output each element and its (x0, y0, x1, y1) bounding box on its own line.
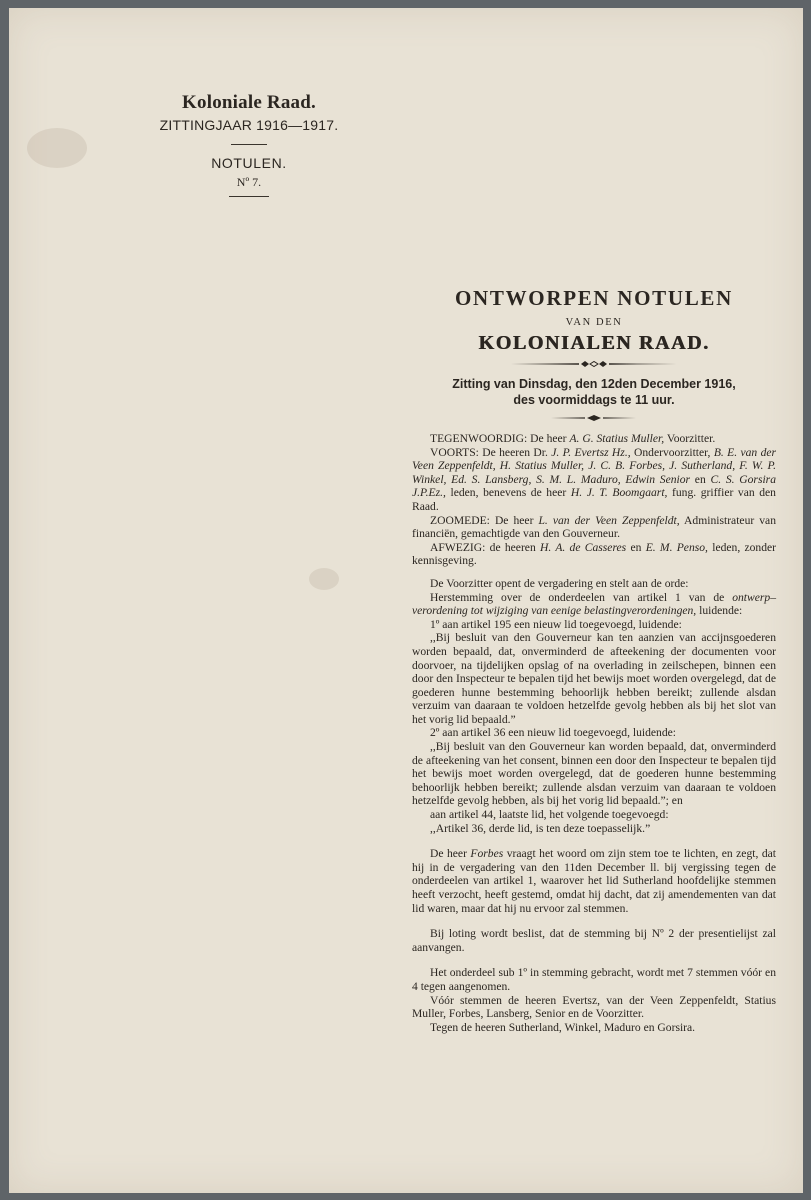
number-divider (229, 196, 269, 197)
header-divider (231, 144, 267, 145)
member-name-last: C. S. Gorsira J.P.Ez., (412, 472, 776, 500)
document-page (9, 8, 803, 1193)
minutes-column (412, 286, 776, 1034)
section-label: NOTULEN. (211, 155, 287, 171)
council-heading: KOLONIALEN RAAD. (478, 332, 710, 354)
session-info (412, 376, 776, 408)
members-role: leden, benevens de heer (450, 486, 567, 500)
also-label: ZOOMEDE: (430, 513, 490, 527)
session-year: ZITTINGJAAR 1916—1917. (159, 117, 339, 133)
ornament-divider (509, 360, 679, 368)
document-header (149, 88, 349, 197)
chairman-role: Voorzitter. (666, 432, 716, 445)
absent-note: leden, zonder kennisgeving. (412, 540, 777, 568)
session-date: Zitting van Dinsdag, den 12den December 1916, (452, 377, 736, 391)
sub-item-3-text: ,,Artikel 36, derde lid, is ten deze toepasselijk.” (430, 821, 651, 835)
votes-against: Tegen de heeren Sutherland, Winkel, Maduro en Gorsira. (430, 1020, 696, 1034)
small-ornament-divider (549, 414, 639, 422)
clerk-role: fung. griffier van den Raad. (412, 486, 776, 513)
forbes-statement (412, 847, 776, 915)
sub-heading: VAN DEN (565, 317, 623, 328)
forbes-pre: De heer (430, 847, 467, 861)
conjunction: en (630, 540, 642, 554)
vote-result: Het onderdeel sub 1º in stemming gebracht, wordt met 7 stemmen vóór en 4 tegen aangenomen. (412, 966, 776, 993)
document-number: Nº 7. (236, 175, 262, 189)
absent-name-1: H. A. de Casseres (540, 540, 627, 554)
chairman-name: A. G. Statius Muller, (569, 432, 665, 445)
forbes-text: vraagt het woord om zijn stem toe te lichten, en zegt, dat hij in de vergadering van den 11den December ll. bij vergissing tegen de onderdeelen van artikel 1, waarover het lid Sutherland hoofdelijke stemmen heeft verzocht, heeft gestemd, omdat hij dacht, dat zij amendementen van dat lid waren, maar dat hij nu ervoor zal stemmen. (412, 847, 776, 915)
forbes-name: Forbes (470, 847, 504, 861)
sub-item-2-text: ,,Bij besluit van den Gouverneur kan worden bepaald, dat, onverminderd de afteekening van het consent, binnen een door den Inspecteur te bepalen tijd het bewijs moet worden overgelegd, dat de goederen hunne bestemming behoorlijk hebben bereikt; zullende alsdan verzuim van daaraan te voldoen hetzelfde gevolg hebben, als bij het vorig lid bepaald.”; en (412, 740, 776, 808)
member-names: B. E. van der Veen Zeppenfeldt, H. Statius Muller, J. C. B. Forbes, J. Sutherland, F. W. P. Winkel, Ed. S. Lansberg, S. M. L. Maduro, Edwin Senior (412, 445, 777, 486)
agenda-item (412, 591, 776, 618)
agenda-item-pre: Herstemming over de onderdeelen van artikel 1 van de (430, 590, 725, 604)
sub-item-1-text: ,,Bij besluit van den Gouverneur kan ten aanzien van accijnsgoederen worden bepaald, dat, onverminderd de afteekening der documenten voor doorvoer, na tijdelijken opslag of na overlading in zeilschepen, binnen een door den Inspecteur te bepalen tijd het bewijs moet worden overgelegd, dat de goederen hunne bestemming behoorlijk hebben bereikt; zullende alsdan verzuim van daaraan te voldoen hetzelfde gevolg hebben als bij het slot van het vorig lid bepaald.” (412, 631, 776, 726)
absent-name-2: E. M. Penso, (645, 540, 708, 554)
paper-stain (309, 568, 339, 590)
session-time: des voormiddags te 11 uur. (513, 393, 675, 407)
members-pre: De heeren Dr. (482, 445, 548, 459)
votes-for: Vóór stemmen de heeren Evertsz, van der Veen Zeppenfeldt, Statius Muller, Forbes, Lansberg, Senior en de Voorzitter. (412, 993, 776, 1021)
attendance-members (412, 446, 776, 514)
council-title: Koloniale Raad. (182, 92, 316, 113)
sub-item-1-intro: 1º aan artikel 195 een nieuw lid toegevoegd, luidende: (430, 617, 682, 631)
sub-item-2-intro: 2º aan artikel 36 een nieuw lid toegevoegd, luidende: (430, 726, 677, 740)
ordinance-title: ontwerp–verordening tot wijziging van eenige belastingverordeningen, (412, 590, 776, 618)
minutes-body (412, 432, 776, 1034)
vice-chair-name: J. P. Evertsz Hz., (551, 445, 631, 459)
opening-statement: De Voorzitter opent de vergadering en stelt aan de orde: (430, 576, 689, 590)
agenda-item-post: luidende: (699, 604, 743, 618)
sub-item-3-intro: aan artikel 44, laatste lid, het volgende toegevoegd: (430, 808, 669, 822)
lottery-statement: Bij loting wordt beslist, dat de stemming bij Nº 2 der presentielijst zal aanvangen. (412, 927, 776, 954)
paper-stain (27, 128, 87, 168)
present-label: TEGENWOORDIG: (430, 432, 528, 445)
attendance-present (412, 432, 776, 446)
conjunction: en (694, 472, 706, 486)
clerk-name: H. J. T. Boomgaart, (570, 486, 668, 500)
absent-label: AFWEZIG: (430, 540, 486, 554)
main-heading: ONTWORPEN NOTULEN (454, 286, 733, 310)
members-label: VOORTS: (430, 445, 479, 459)
also-pre: De heer (494, 513, 534, 527)
present-pre: De heer (530, 432, 567, 445)
vice-chair-role: Ondervoorzitter, (633, 445, 711, 459)
administrator-name: L. van der Veen Zeppenfeldt, (538, 513, 680, 527)
attendance-also (412, 514, 776, 541)
attendance-absent (412, 541, 776, 568)
absent-pre: de heeren (489, 540, 536, 554)
administrator-role: Administrateur van financiën, gemachtigde van den Gouverneur. (412, 513, 776, 541)
